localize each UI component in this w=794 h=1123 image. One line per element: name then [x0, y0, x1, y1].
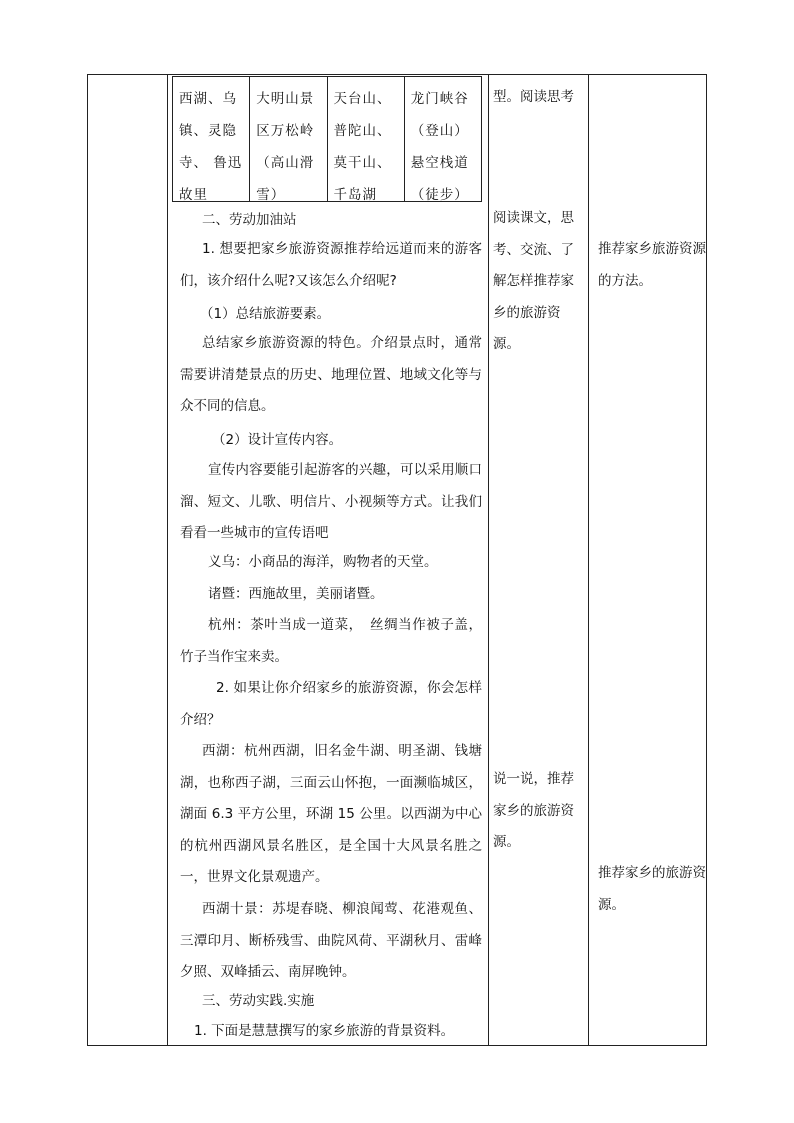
practice-1: 1. 下面是慧慧撰写的家乡旅游的背景资料。	[194, 1023, 455, 1039]
question-2: 2. 如果让你介绍家乡的旅游资源，你会怎样介绍？	[180, 680, 482, 728]
intent-method: 推荐家乡旅游资源的方法。	[598, 241, 706, 289]
cell-line: 千岛湖	[333, 187, 377, 203]
cell-line: 悬空栈道	[410, 155, 469, 171]
column-divider	[588, 74, 589, 1046]
westlake-ten-scenes: 西湖十景：苏堤春晓、柳浪闻莺、花港观鱼、三潭印月、断桥残雪、曲院风荷、平湖秋月、雷峰夕照、双峰插云、南屏晚钟。	[180, 901, 482, 980]
cell-line: 区万松岭	[256, 123, 315, 139]
scenic-cell	[405, 77, 481, 201]
cell-line: 天台山、	[333, 91, 392, 107]
westlake-intro: 西湖：杭州西湖，旧名金牛湖、明圣湖、钱塘湖，也称西子湖，三面云山怀抱，一面濒临城区，湖面 6.3 平方公里，环湖 15 公里。以西湖为中心的杭州西湖风景名胜区，是全国十大风景名胜之一，世界文化景观遗产。	[180, 743, 482, 885]
cell-line: 西湖、乌	[179, 91, 237, 107]
scenic-cell	[173, 77, 250, 201]
slogan-hangzhou: 杭州：茶叶当成一道菜， 丝绸当作被子盖，竹子当作宝来卖。	[180, 617, 482, 665]
section3-heading: 三、劳动实践.实施	[202, 993, 315, 1009]
activity-note-top: 型。阅读思考	[493, 89, 574, 105]
step-2-text: 宣传内容要能引起游客的兴趣，可以采用顺口溜、短文、儿歌、明信片、小视频等方式。让我们看看一些城市的宣传语吧	[180, 462, 482, 541]
scenic-spot-table	[172, 76, 482, 202]
cell-line: 故里	[179, 187, 208, 203]
intent-resource: 推荐家乡的旅游资源。	[598, 865, 706, 913]
scenic-cell	[250, 77, 327, 201]
cell-line: 普陀山、	[333, 123, 392, 139]
activity-note-say: 说一说，推荐家乡的旅游资源。	[493, 771, 574, 850]
step-2-heading: （2）设计宣传内容。	[212, 432, 343, 448]
cell-line: 莫干山、	[333, 155, 392, 171]
cell-line: （徒步）	[410, 187, 469, 203]
cell-line: （登山）	[410, 123, 469, 139]
cell-line: 镇、灵隐	[179, 123, 237, 139]
slogan-yiwu: 义乌：小商品的海洋，购物者的天堂。	[208, 554, 438, 570]
step-1-text: 总结家乡旅游资源的特色。介绍景点时，通常需要讲清楚景点的历史、地理位置、地域文化等与众不同的信息。	[180, 335, 482, 414]
column-divider	[167, 74, 168, 1046]
section2-heading: 二、劳动加油站	[202, 212, 297, 228]
cell-line: 寺、 鲁迅	[179, 155, 243, 171]
step-1-heading: （1）总结旅游要素。	[200, 306, 331, 322]
slogan-zhuji: 诸暨：西施故里，美丽诸暨。	[208, 586, 384, 602]
scenic-cell	[328, 77, 405, 201]
cell-line: 龙门峡谷	[410, 91, 469, 107]
column-divider	[488, 74, 489, 1046]
activity-note-read: 阅读课文，思考、交流、了解怎样推荐家乡的旅游资源。	[493, 210, 574, 352]
cell-line: （高山滑	[256, 155, 315, 171]
cell-line: 雪）	[256, 187, 286, 203]
question-1: 1. 想要把家乡旅游资源推荐给远道而来的游客们，该介绍什么呢?又该怎么介绍呢?	[180, 241, 482, 289]
cell-line: 大明山景	[256, 91, 315, 107]
